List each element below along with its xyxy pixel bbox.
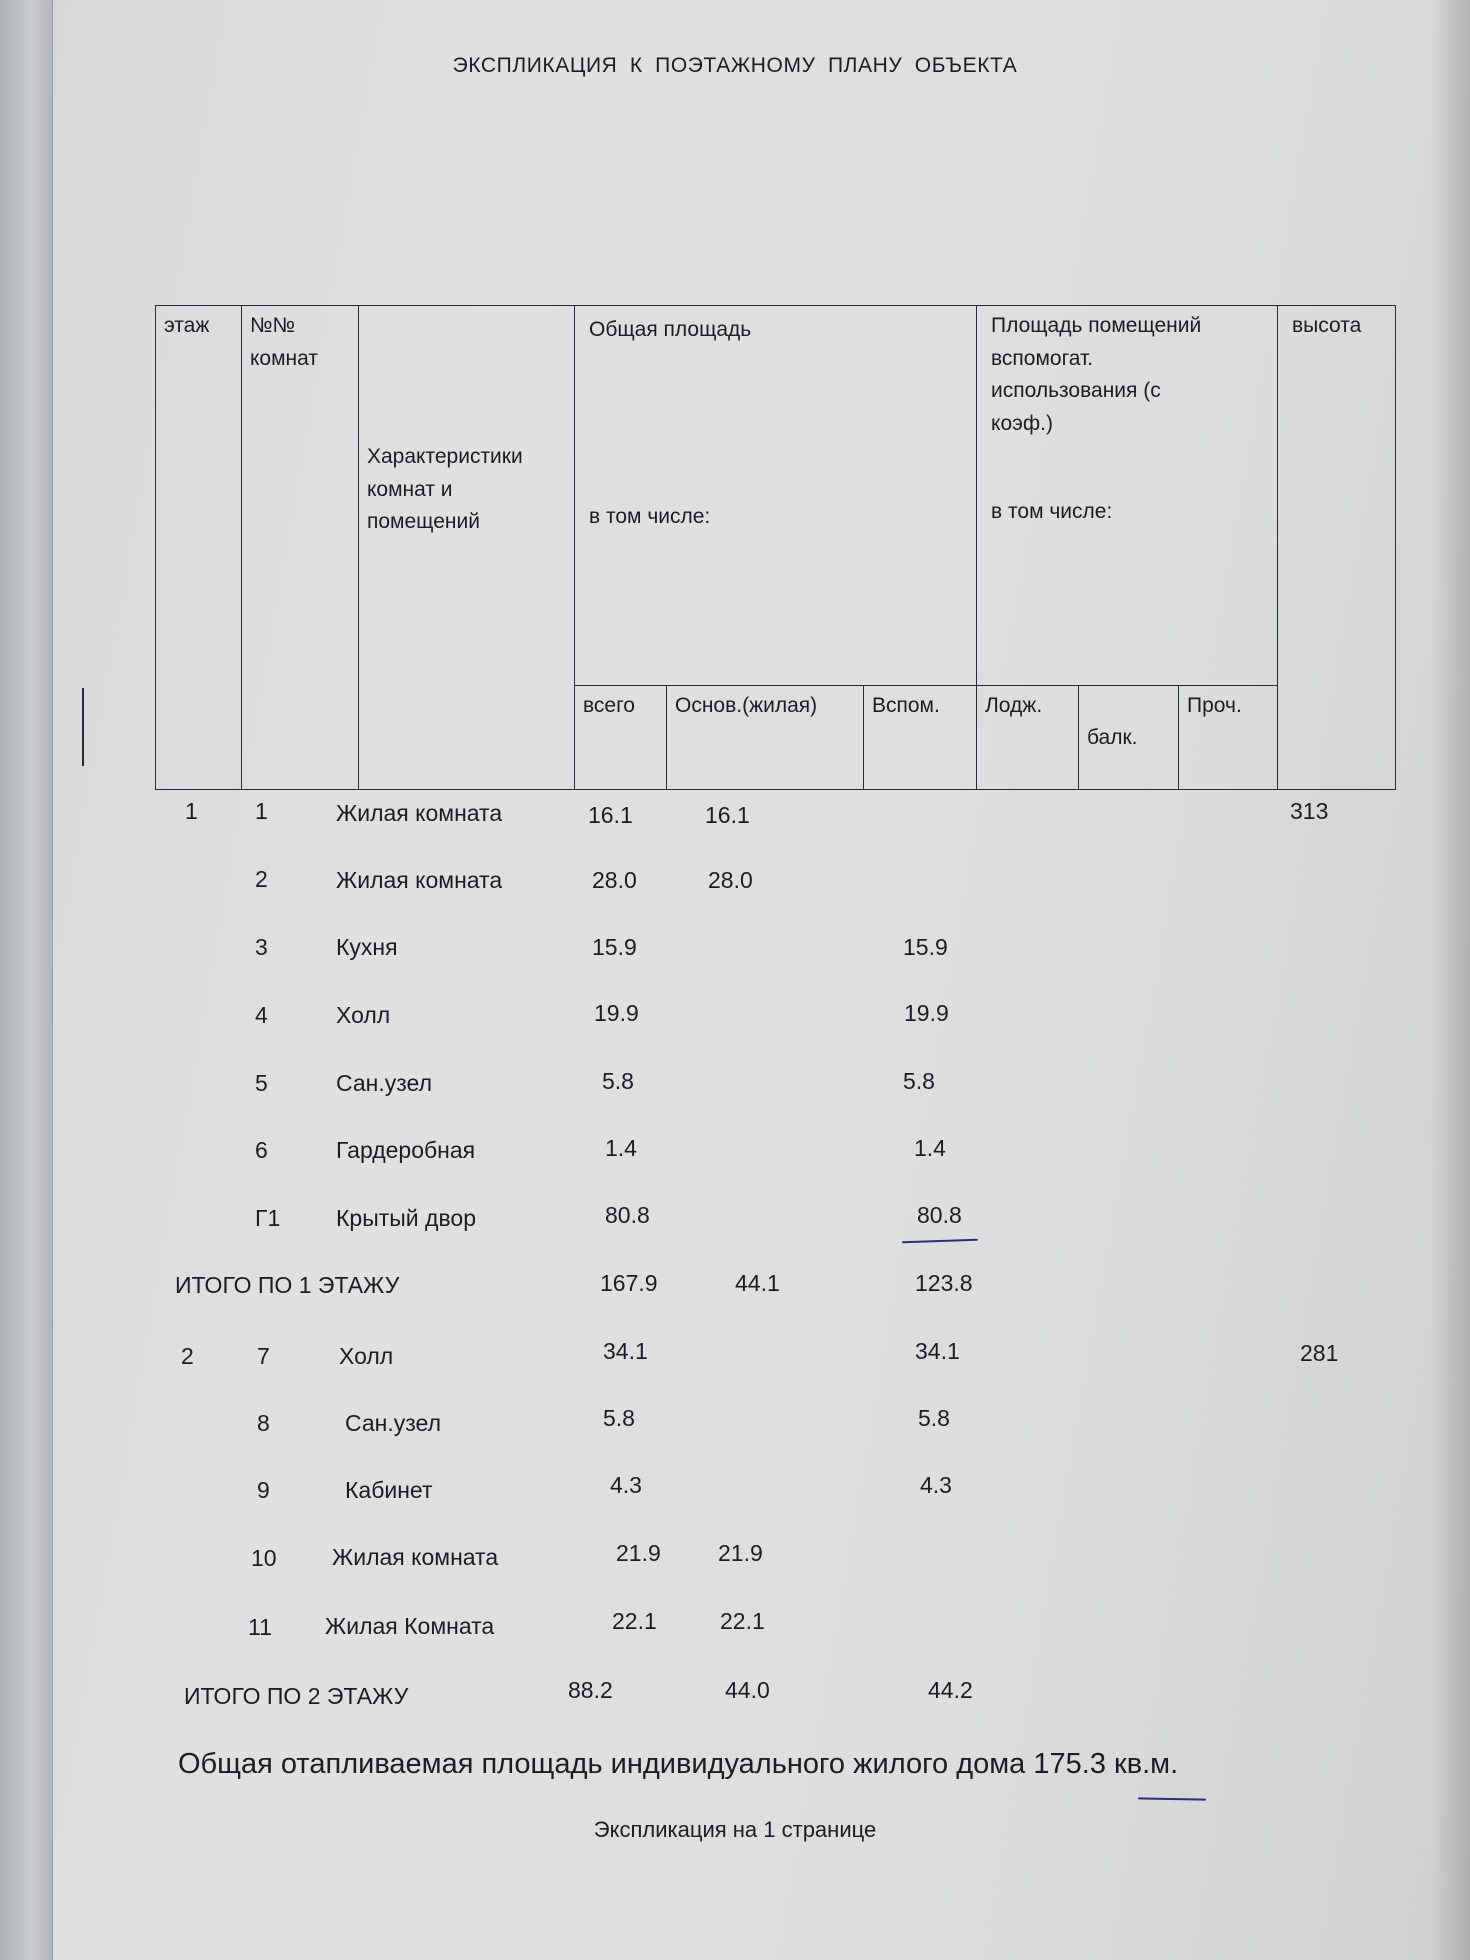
- header-characteristics-line2: комнат и: [367, 477, 453, 501]
- floor-2-number: 2: [181, 1343, 194, 1369]
- room-main: 28.0: [708, 867, 753, 893]
- room-total: 22.1: [612, 1608, 657, 1634]
- room-aux: 34.1: [915, 1338, 960, 1364]
- header-aux-line1: Площадь помещений: [991, 314, 1202, 337]
- room-main: 16.1: [705, 802, 750, 828]
- room-name: Крытый двор: [336, 1205, 476, 1231]
- room-aux: 80.8: [917, 1202, 962, 1228]
- room-total: 19.9: [594, 1000, 639, 1026]
- header-characteristics-line3: помещений: [367, 510, 480, 534]
- floor-1-number: 1: [185, 798, 198, 824]
- room-total: 28.0: [592, 867, 637, 893]
- room-no: Г1: [255, 1205, 281, 1231]
- room-total: 5.8: [603, 1405, 635, 1431]
- pen-underline: [902, 1239, 978, 1244]
- room-no: 1: [255, 798, 268, 824]
- header-sub-other: Проч.: [1179, 686, 1278, 790]
- room-no: 2: [255, 866, 268, 892]
- floor-2-summary-main: 44.0: [725, 1677, 770, 1703]
- header-aux-line3: использования (с: [991, 379, 1161, 403]
- header-including-1: в том числе:: [589, 505, 711, 528]
- room-aux: 19.9: [904, 1000, 949, 1026]
- room-name: Жилая комната: [336, 867, 503, 893]
- room-name: Кухня: [336, 934, 398, 960]
- room-aux: 5.8: [918, 1405, 950, 1431]
- room-main: 22.1: [720, 1608, 765, 1634]
- header-aux-line2: вспомогат.: [991, 346, 1094, 370]
- room-name: Жилая комната: [336, 800, 503, 826]
- room-name: Гардеробная: [336, 1137, 476, 1163]
- room-no: 9: [257, 1477, 270, 1503]
- header-aux-line4: коэф.): [991, 411, 1053, 435]
- floor-2-height: 281: [1300, 1340, 1339, 1366]
- header-room-no-line2: комнат: [250, 346, 318, 370]
- room-no: 4: [255, 1002, 268, 1028]
- room-name: Холл: [336, 1002, 391, 1028]
- room-no: 5: [255, 1070, 268, 1096]
- room-no: 10: [251, 1545, 277, 1571]
- room-name: Сан.узел: [336, 1070, 432, 1096]
- header-sub-loggia: Лодж.: [977, 686, 1079, 790]
- floor-2-summary-label: ИТОГО ПО 2 ЭТАЖУ: [184, 1683, 409, 1709]
- header-sub-aux: Вспом.: [864, 686, 977, 790]
- header-sub-total: всего: [575, 686, 667, 790]
- room-name: Жилая Комната: [325, 1613, 495, 1639]
- room-no: 6: [255, 1137, 268, 1163]
- room-no: 11: [248, 1614, 272, 1640]
- room-aux: 1.4: [914, 1135, 946, 1161]
- room-name: Сан.узел: [345, 1410, 441, 1436]
- room-no: 3: [255, 934, 268, 960]
- room-no: 7: [257, 1343, 270, 1369]
- floor-1-summary-main: 44.1: [735, 1270, 780, 1296]
- room-name: Кабинет: [345, 1477, 433, 1503]
- room-total: 16.1: [588, 802, 633, 828]
- room-aux: 15.9: [903, 934, 948, 960]
- floor-1-summary-aux: 123.8: [915, 1270, 973, 1296]
- header-including-2: в том числе:: [991, 500, 1113, 523]
- room-total: 1.4: [605, 1135, 637, 1161]
- footer-note: Экспликация на 1 странице: [593, 1817, 877, 1842]
- floor-1-summary-label: ИТОГО ПО 1 ЭТАЖУ: [175, 1272, 400, 1298]
- header-floor: этаж: [156, 306, 242, 790]
- room-total: 4.3: [610, 1472, 642, 1498]
- header-total-area-label: Общая площадь: [589, 318, 752, 341]
- room-total: 21.9: [616, 1540, 661, 1566]
- room-aux: 5.8: [903, 1068, 935, 1094]
- header-sub-balcony: балк.: [1079, 686, 1179, 790]
- room-total: 34.1: [603, 1338, 648, 1364]
- room-name: Жилая комната: [332, 1544, 499, 1570]
- floor-2-summary-total: 88.2: [568, 1677, 613, 1703]
- floor-1-height: 313: [1290, 798, 1329, 824]
- room-no: 8: [257, 1410, 270, 1436]
- header-characteristics-line1: Характеристики: [367, 445, 523, 468]
- room-name: Холл: [339, 1343, 394, 1369]
- room-total: 15.9: [592, 934, 637, 960]
- room-aux: 4.3: [920, 1472, 952, 1498]
- room-total: 80.8: [605, 1202, 650, 1228]
- header-height: высота: [1278, 306, 1396, 790]
- header-sub-main: Основ.(жилая): [667, 686, 864, 790]
- floor-1-summary-total: 167.9: [600, 1270, 658, 1296]
- document-title: ЭКСПЛИКАЦИЯ К ПОЭТАЖНОМУ ПЛАНУ ОБЪЕКТА: [452, 54, 1018, 77]
- header-room-no-line1: №№: [250, 314, 296, 337]
- room-total: 5.8: [602, 1068, 634, 1094]
- floor-2-summary-aux: 44.2: [928, 1677, 973, 1703]
- heated-area-total: Общая отапливаемая площадь индивидуального жилого дома 175.3 кв.м.: [178, 1748, 1179, 1780]
- room-main: 21.9: [718, 1540, 763, 1566]
